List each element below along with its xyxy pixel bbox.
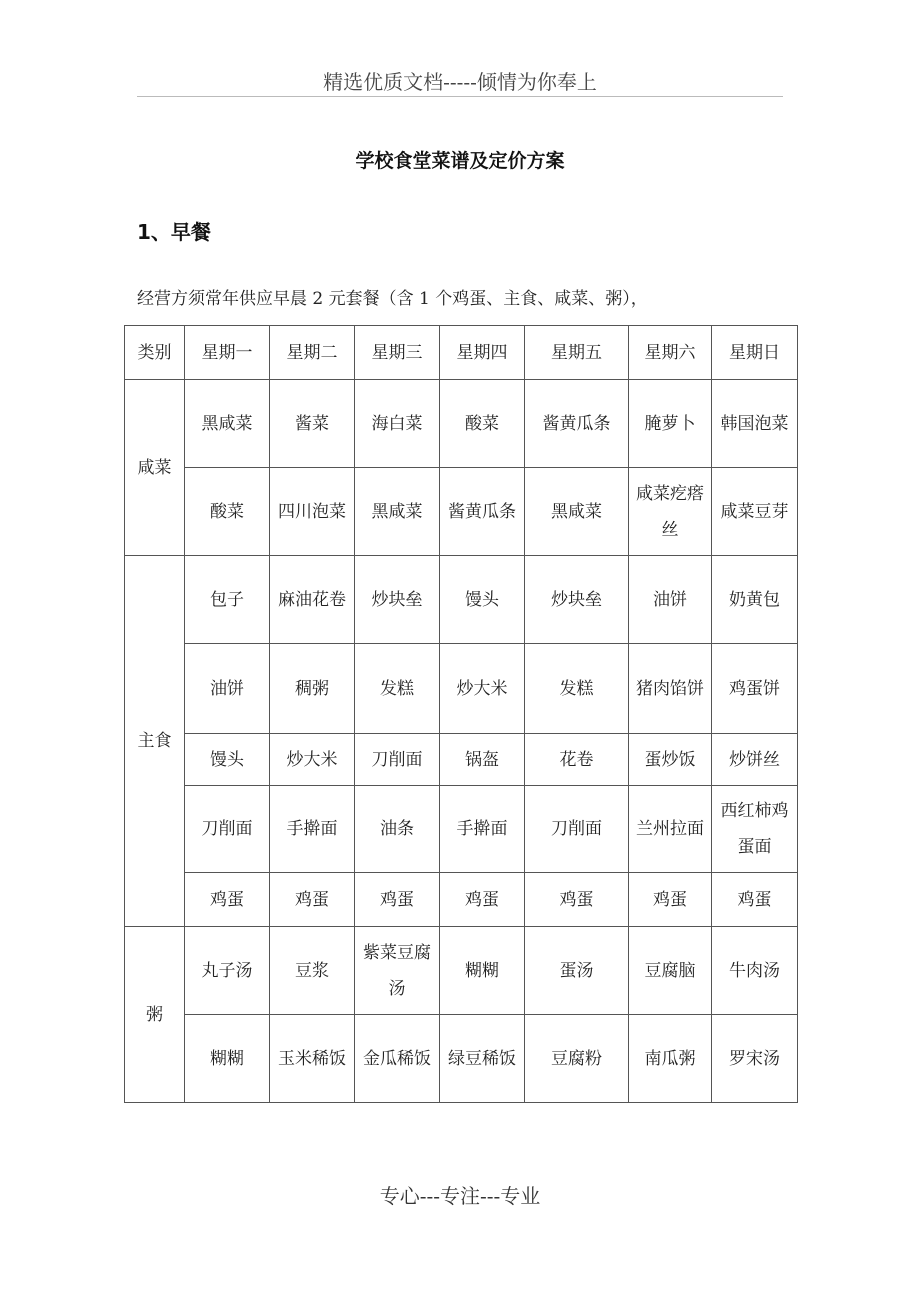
menu-item-cell: 麻油花卷 xyxy=(270,556,355,644)
menu-item-cell: 鸡蛋 xyxy=(525,873,629,927)
menu-item-cell: 酱菜 xyxy=(270,380,355,468)
menu-item-cell: 豆腐脑 xyxy=(629,927,712,1015)
menu-item-cell: 稠粥 xyxy=(270,644,355,734)
menu-item-cell: 黑咸菜 xyxy=(525,468,629,556)
header-cell-day: 星期日 xyxy=(712,326,798,380)
table-row xyxy=(125,468,798,556)
menu-item-cell: 豆腐粉 xyxy=(525,1015,629,1103)
header-cell-category: 类别 xyxy=(125,326,185,380)
menu-item-cell: 紫菜豆腐汤 xyxy=(355,927,440,1015)
menu-item-cell: 手擀面 xyxy=(270,786,355,873)
menu-item-cell: 酱黄瓜条 xyxy=(525,380,629,468)
menu-item-cell: 油饼 xyxy=(185,644,270,734)
menu-item-cell: 鸡蛋 xyxy=(629,873,712,927)
menu-item-cell: 蛋汤 xyxy=(525,927,629,1015)
menu-item-cell: 发糕 xyxy=(355,644,440,734)
menu-item-cell: 绿豆稀饭 xyxy=(440,1015,525,1103)
menu-item-cell: 酸菜 xyxy=(185,468,270,556)
header-cell-day: 星期二 xyxy=(270,326,355,380)
menu-item-cell: 发糕 xyxy=(525,644,629,734)
menu-item-cell: 炒块垒 xyxy=(355,556,440,644)
header-divider xyxy=(137,96,783,97)
menu-item-cell: 炒大米 xyxy=(440,644,525,734)
menu-item-cell: 咸菜疙瘩丝 xyxy=(629,468,712,556)
menu-item-cell: 油条 xyxy=(355,786,440,873)
header-cell-day: 星期四 xyxy=(440,326,525,380)
menu-item-cell: 奶黄包 xyxy=(712,556,798,644)
header-cell-day: 星期一 xyxy=(185,326,270,380)
menu-item-cell: 玉米稀饭 xyxy=(270,1015,355,1103)
menu-item-cell: 油饼 xyxy=(629,556,712,644)
menu-item-cell: 韩国泡菜 xyxy=(712,380,798,468)
menu-item-cell: 糊糊 xyxy=(185,1015,270,1103)
header-cell-day: 星期三 xyxy=(355,326,440,380)
menu-item-cell: 兰州拉面 xyxy=(629,786,712,873)
document-title: 学校食堂菜谱及定价方案 xyxy=(355,150,565,172)
menu-item-cell: 罗宋汤 xyxy=(712,1015,798,1103)
menu-item-cell: 蛋炒饭 xyxy=(629,734,712,786)
menu-item-cell: 西红柿鸡蛋面 xyxy=(712,786,798,873)
header-cell-day: 星期六 xyxy=(629,326,712,380)
menu-item-cell: 鸡蛋 xyxy=(270,873,355,927)
menu-item-cell: 金瓜稀饭 xyxy=(355,1015,440,1103)
menu-item-cell: 咸菜豆芽 xyxy=(712,468,798,556)
menu-item-cell: 黑咸菜 xyxy=(355,468,440,556)
table-row xyxy=(125,927,798,1015)
table-header-row xyxy=(125,326,798,380)
table-row xyxy=(125,556,798,644)
table-row xyxy=(125,734,798,786)
menu-item-cell: 牛肉汤 xyxy=(712,927,798,1015)
page-header: 精选优质文档-----倾情为你奉上 xyxy=(323,70,597,94)
table-row xyxy=(125,380,798,468)
menu-item-cell: 馒头 xyxy=(440,556,525,644)
menu-item-cell: 炒块垒 xyxy=(525,556,629,644)
menu-item-cell: 炒饼丝 xyxy=(712,734,798,786)
menu-item-cell: 鸡蛋 xyxy=(355,873,440,927)
menu-item-cell: 酱黄瓜条 xyxy=(440,468,525,556)
menu-table xyxy=(124,325,798,1103)
page-footer: 专心---专注---专业 xyxy=(379,1184,541,1208)
menu-item-cell: 花卷 xyxy=(525,734,629,786)
menu-item-cell: 豆浆 xyxy=(270,927,355,1015)
table-row xyxy=(125,1015,798,1103)
table-row xyxy=(125,644,798,734)
menu-item-cell: 腌萝卜 xyxy=(629,380,712,468)
table-row xyxy=(125,786,798,873)
section-heading: 1、早餐 xyxy=(137,220,211,244)
menu-item-cell: 炒大米 xyxy=(270,734,355,786)
menu-item-cell: 鸡蛋饼 xyxy=(712,644,798,734)
menu-item-cell: 鸡蛋 xyxy=(440,873,525,927)
category-cell: 粥 xyxy=(125,927,185,1103)
menu-item-cell: 刀削面 xyxy=(355,734,440,786)
category-cell: 咸菜 xyxy=(125,380,185,556)
category-cell: 主食 xyxy=(125,556,185,927)
menu-item-cell: 刀削面 xyxy=(185,786,270,873)
menu-item-cell: 丸子汤 xyxy=(185,927,270,1015)
menu-item-cell: 海白菜 xyxy=(355,380,440,468)
menu-item-cell: 鸡蛋 xyxy=(712,873,798,927)
menu-item-cell: 南瓜粥 xyxy=(629,1015,712,1103)
menu-item-cell: 酸菜 xyxy=(440,380,525,468)
table-row xyxy=(125,873,798,927)
menu-item-cell: 馒头 xyxy=(185,734,270,786)
intro-paragraph: 经营方须常年供应早晨 2 元套餐（含 1 个鸡蛋、主食、咸菜、粥）， xyxy=(137,289,648,309)
menu-item-cell: 糊糊 xyxy=(440,927,525,1015)
menu-item-cell: 手擀面 xyxy=(440,786,525,873)
menu-item-cell: 黑咸菜 xyxy=(185,380,270,468)
menu-item-cell: 包子 xyxy=(185,556,270,644)
menu-item-cell: 猪肉馅饼 xyxy=(629,644,712,734)
menu-item-cell: 鸡蛋 xyxy=(185,873,270,927)
menu-item-cell: 锅盔 xyxy=(440,734,525,786)
header-cell-day: 星期五 xyxy=(525,326,629,380)
menu-item-cell: 四川泡菜 xyxy=(270,468,355,556)
menu-item-cell: 刀削面 xyxy=(525,786,629,873)
